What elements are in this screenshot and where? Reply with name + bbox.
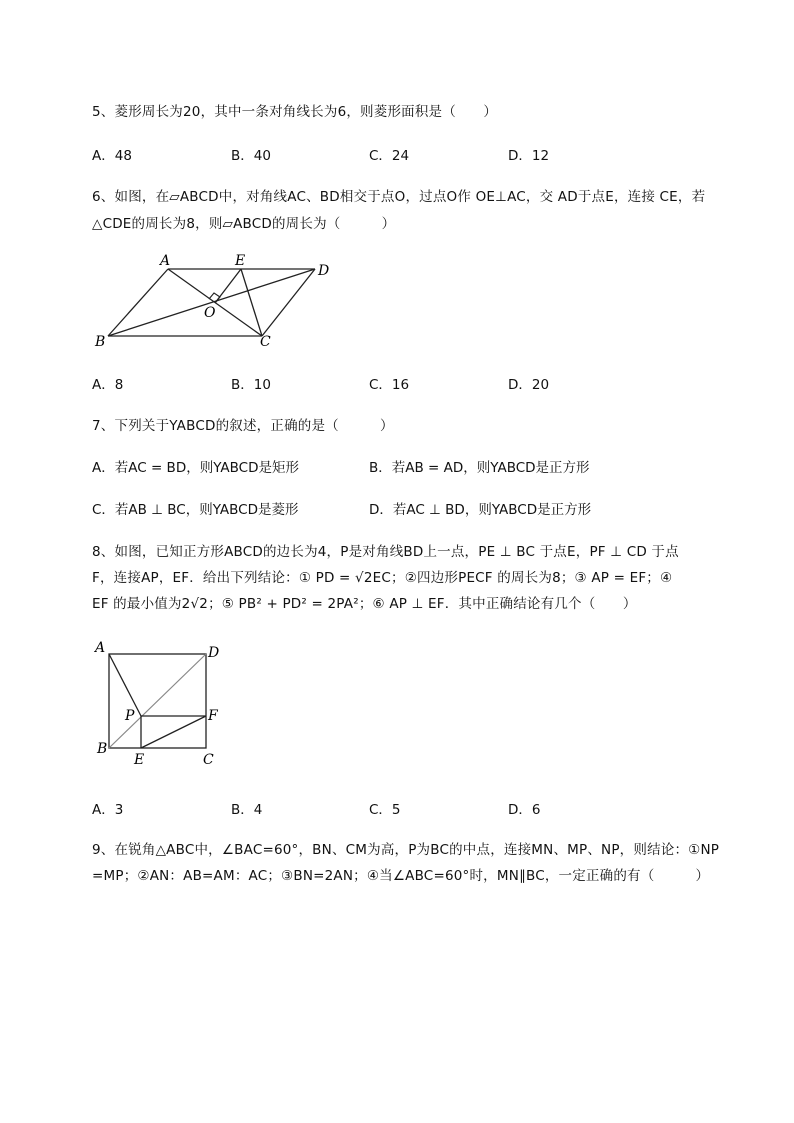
question-8-stem-line1: 8、如图，已知正方形ABCD的边长为4，P是对角线BD上一点，PE ⊥ BC 于点E，PF ⊥ CD 于点 — [92, 544, 679, 560]
q6-option-a: A．8 — [92, 377, 124, 393]
q8-option-a: A．3 — [92, 802, 124, 818]
label-d: D — [208, 645, 220, 661]
q7-option-d: D．若AC ⊥ BD，则YABCD是正方形 — [369, 502, 592, 518]
q7-option-a: A．若AC = BD，则YABCD是矩形 — [92, 460, 299, 476]
diagonal-bd — [109, 654, 206, 748]
q6-option-d: D．20 — [508, 377, 550, 393]
label-e: E — [235, 253, 246, 269]
segment-ef — [141, 716, 206, 748]
label-o: O — [204, 305, 216, 321]
label-c: C — [203, 752, 214, 768]
label-p: P — [125, 708, 135, 724]
square-figure — [90, 638, 230, 773]
q8-option-d: D．6 — [508, 802, 541, 818]
q5-option-b: B．40 — [231, 148, 271, 164]
question-7-stem: 7、下列关于YABCD的叙述，正确的是（ ） — [92, 418, 394, 434]
question-8-stem-line2: F，连接AP，EF．给出下列结论：① PD = √2EC；②四边形PECF 的周长为8；③ AP = EF；④ — [92, 570, 673, 586]
q7-option-b: B．若AB = AD，则YABCD是正方形 — [369, 460, 590, 476]
q5-option-c: C．24 — [369, 148, 410, 164]
question-9-stem-line2: =MP；②AN：AB=AM：AC；③BN=2AN；④当∠ABC=60°时，MN∥BC，一定正确的有（ ） — [92, 868, 710, 884]
question-8-stem-line3: EF 的最小值为2√2；⑤ PB² + PD² = 2PA²；⑥ AP ⊥ EF．其中正确结论有几个（ ） — [92, 596, 637, 612]
diagonal-bd — [108, 269, 315, 336]
question-9-stem-line1: 9、在锐角△ABC中，∠BAC=60°，BN、CM为高，P为BC的中点，连接MN、MP、NP，则结论：①NP — [92, 842, 720, 858]
q5-option-a: A．48 — [92, 148, 132, 164]
q7-option-c: C．若AB ⊥ BC，则YABCD是菱形 — [92, 502, 299, 518]
label-b: B — [95, 334, 106, 350]
label-b: B — [97, 741, 108, 757]
q5-option-d: D．12 — [508, 148, 550, 164]
label-a: A — [160, 253, 171, 269]
label-e: E — [134, 752, 145, 768]
label-c: C — [260, 334, 271, 350]
question-5-stem: 5、菱形周长为20，其中一条对角线长为6，则菱形面积是（ ） — [92, 104, 498, 120]
parallelogram-figure — [90, 250, 350, 350]
question-6-stem-line1: 6、如图，在▱ABCD中，对角线AC、BD相交于点O，过点O作 OE⊥AC，交 AD于点E，连接 CE，若 — [92, 189, 706, 205]
q6-option-b: B．10 — [231, 377, 271, 393]
q6-option-c: C．16 — [369, 377, 410, 393]
segment-ce — [241, 269, 262, 336]
question-6-stem-line2: △CDE的周长为8，则▱ABCD的周长为（ ） — [92, 216, 396, 232]
label-a: A — [95, 640, 106, 656]
label-f: F — [208, 708, 218, 724]
label-d: D — [318, 263, 330, 279]
segment-cd — [262, 269, 315, 336]
segment-ap — [109, 654, 141, 716]
q8-option-c: C．5 — [369, 802, 401, 818]
q8-option-b: B．4 — [231, 802, 263, 818]
